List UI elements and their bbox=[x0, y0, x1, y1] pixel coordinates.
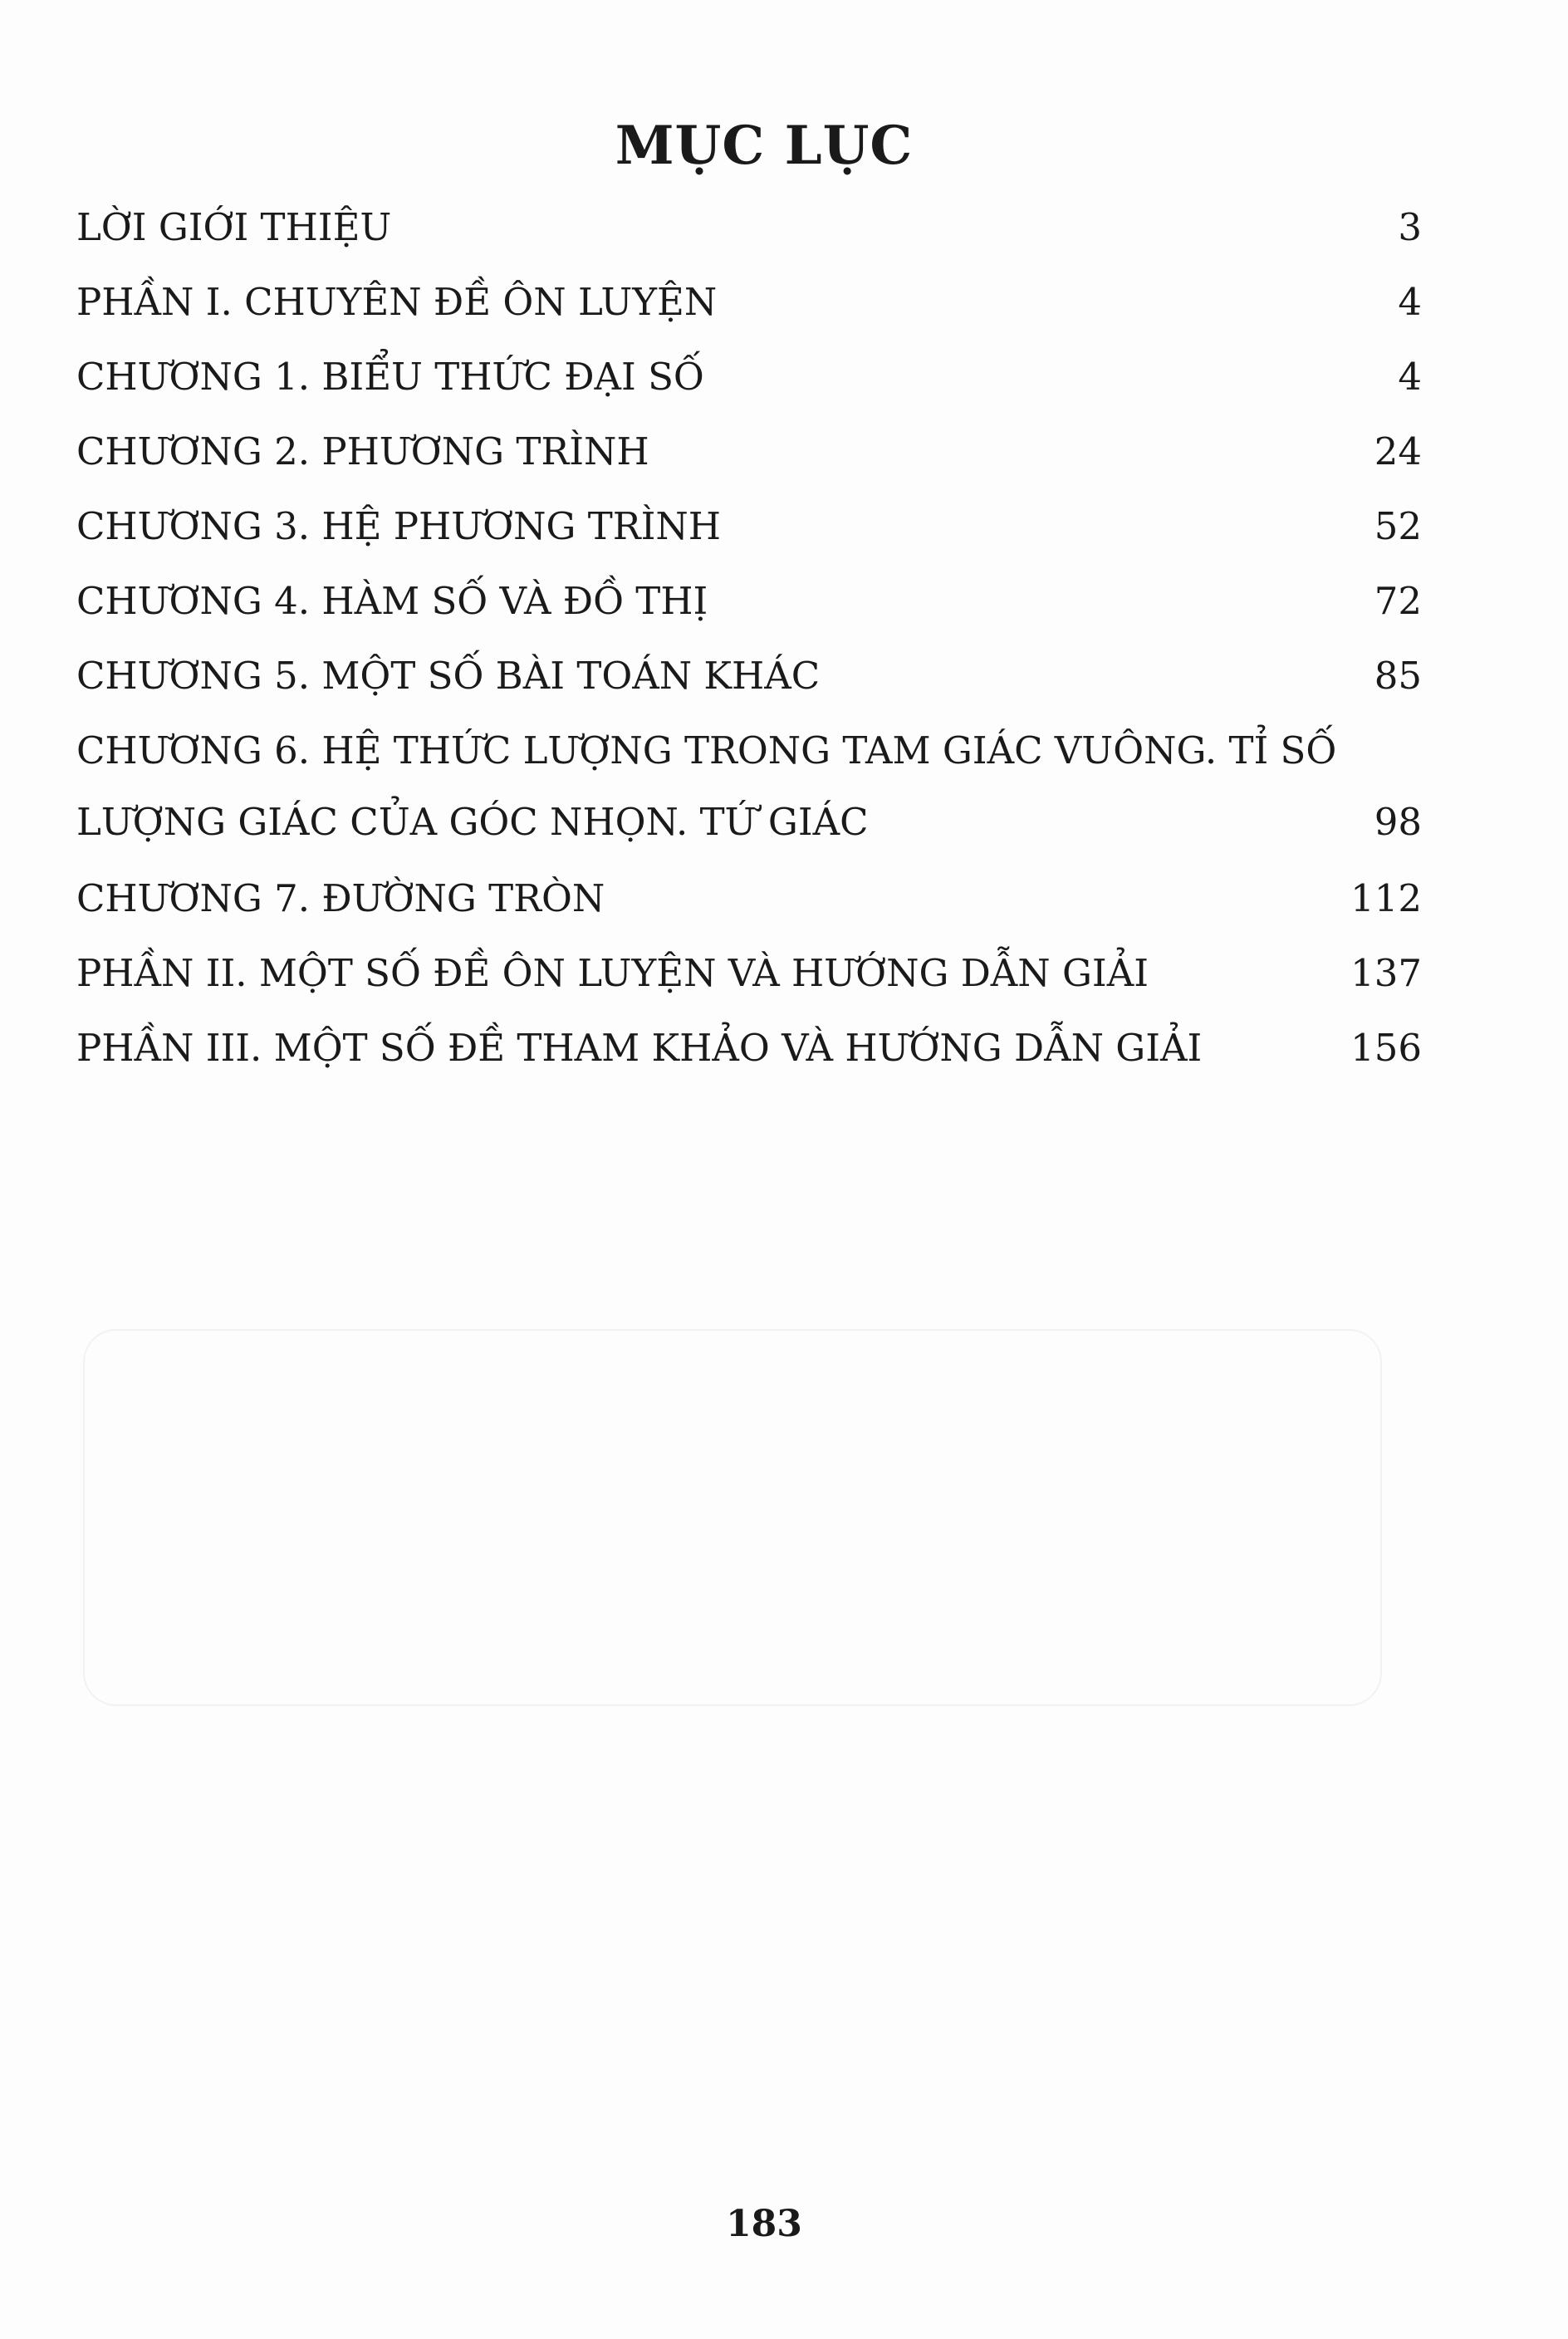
toc-entry-page: 4 bbox=[1398, 355, 1422, 399]
toc-entry-chuong-2[interactable] bbox=[76, 427, 1422, 477]
toc-entry-label: LỜI GIỚI THIỆU bbox=[76, 205, 392, 249]
toc-entry-page: 24 bbox=[1374, 429, 1422, 473]
toc-entry-page: 85 bbox=[1374, 654, 1422, 698]
toc-entry-chuong-3[interactable] bbox=[76, 502, 1422, 552]
toc-entry-chuong-4[interactable] bbox=[76, 576, 1422, 626]
page-number: 183 bbox=[726, 2203, 802, 2245]
toc-entry-label: CHƯƠNG 1. BIỂU THỨC ĐẠI SỐ bbox=[76, 355, 704, 399]
toc-entry-label: PHẦN I. CHUYÊN ĐỀ ÔN LUYỆN bbox=[76, 280, 718, 324]
toc-entry-label: CHƯƠNG 5. MỘT SỐ BÀI TOÁN KHÁC bbox=[76, 654, 821, 698]
toc-entry-loi-gioi-thieu[interactable] bbox=[76, 203, 1422, 253]
toc-entry-chuong-1[interactable] bbox=[76, 352, 1422, 402]
toc-entry-label: PHẦN II. MỘT SỐ ĐỀ ÔN LUYỆN VÀ HƯỚNG DẪN GIẢI bbox=[76, 951, 1149, 995]
toc-entry-page: 98 bbox=[1374, 800, 1422, 844]
toc-entry-page: 112 bbox=[1350, 876, 1422, 920]
toc-entry-page: 4 bbox=[1398, 280, 1422, 324]
toc-entry-label: CHƯƠNG 3. HỆ PHƯƠNG TRÌNH bbox=[76, 504, 722, 548]
toc-entry-label: PHẦN III. MỘT SỐ ĐỀ THAM KHẢO VÀ HƯỚNG DẪN GIẢI bbox=[76, 1026, 1203, 1070]
toc-entry-label: CHƯƠNG 4. HÀM SỐ VÀ ĐỒ THỊ bbox=[76, 579, 708, 623]
toc-entry-page: 137 bbox=[1350, 951, 1422, 995]
show-through-frame bbox=[83, 1329, 1382, 1706]
toc-entry-page: 3 bbox=[1398, 205, 1422, 249]
toc-entry-phan-1[interactable] bbox=[76, 277, 1422, 327]
toc-entry-label-line2: LƯỢNG GIÁC CỦA GÓC NHỌN. TỨ GIÁC bbox=[76, 800, 869, 844]
toc-entry-page: 72 bbox=[1374, 579, 1422, 623]
toc-entry-label-line1: CHƯƠNG 6. HỆ THỨC LƯỢNG TRONG TAM GIÁC VUÔNG. TỈ SỐ bbox=[76, 728, 1337, 772]
toc-entry-label: CHƯƠNG 2. PHƯƠNG TRÌNH bbox=[76, 429, 649, 473]
toc-entry-phan-2[interactable] bbox=[76, 949, 1422, 998]
toc-entry-page: 52 bbox=[1374, 504, 1422, 548]
toc-entry-chuong-5[interactable] bbox=[76, 651, 1422, 701]
toc-entry-page: 156 bbox=[1350, 1026, 1422, 1070]
toc-entry-chuong-6[interactable] bbox=[76, 726, 1422, 844]
toc-entry-chuong-7[interactable] bbox=[76, 874, 1422, 924]
toc-entry-phan-3[interactable] bbox=[76, 1023, 1422, 1073]
page-title: MỤC LỤC bbox=[615, 115, 914, 177]
toc-entry-label: CHƯƠNG 7. ĐƯỜNG TRÒN bbox=[76, 876, 605, 920]
